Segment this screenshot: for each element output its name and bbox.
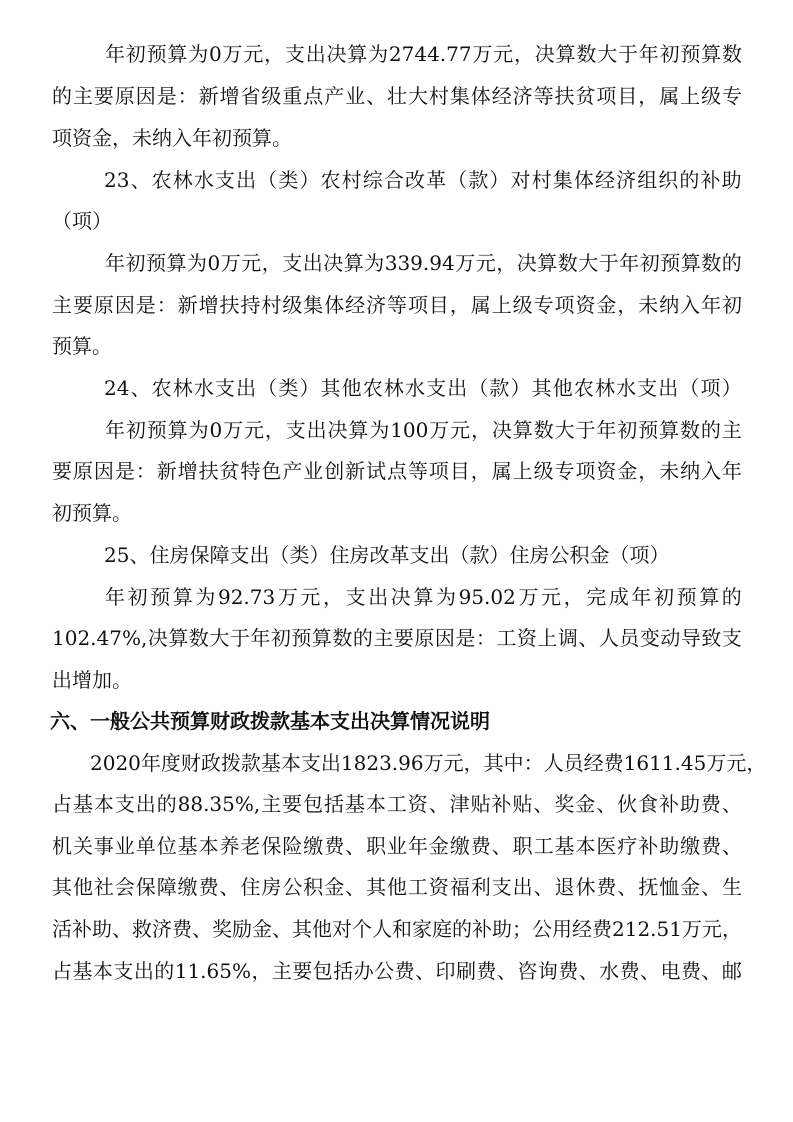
section-heading: 六、一般公共预算财政拨款基本支出决算情况说明 xyxy=(50,709,490,733)
text-line: 机 关 事 业 单 位 基 本 养 老 保 险 缴 费 、 职 业 年 金 缴 费 、 职 工 基 本 医 疗 补 助 缴 费 、 xyxy=(52,834,742,858)
text-line: 占 基 本 支 出 的 88.35%, 主 要 包 括 基 本 工 资 、 津 贴 补 贴 、 奖 金 、 伙 食 补 助 费 、 xyxy=(52,792,742,816)
text-line: 其 他 社 会 保 障 缴 费 、 住 房 公 积 金 、 其 他 工 资 福 利 支 出 、 退 休 费 、 抚 恤 金 、 生 xyxy=(52,875,742,899)
text-line: 24 、 农 林 水 支 出 （ 类 ） 其 他 农 林 水 支 出 （ 款 ） 其 他 农 林 水 支 出 （ 项 ） xyxy=(104,376,742,400)
text-line: 占 基 本 支 出 的 11.65% ， 主 要 包 括 办 公 费 、 印 刷 费 、 咨 询 费 、 水 费 、 电 费 、 邮 xyxy=(52,959,742,983)
text-line: 年 初 预 算 为 0 万 元 ， 支 出 决 算 为 100 万 元 ， 决 算 数 大 于 年 初 预 算 数 的 主 xyxy=(105,418,742,442)
text-line: 要 原 因 是 ： 新 增 扶 贫 特 色 产 业 创 新 试 点 等 项 目 ， 属 上 级 专 项 资 金 ， 未 纳 入 年 xyxy=(52,459,742,483)
text-line: 2020 年 度 财 政 拨 款 基 本 支 出 1823.96 万 元 ， 其 中 ： 人 员 经 费 1611.45 万 元 ， xyxy=(90,751,767,775)
text-line: 主 要 原 因 是 ： 新 增 扶 持 村 级 集 体 经 济 等 项 目 ， 属 上 级 专 项 资 金 ， 未 纳 入 年 初 xyxy=(52,293,742,317)
text-line: 年 初 预 算 为 0 万 元 ， 支 出 决 算 为 2744.77 万 元 ， 决 算 数 大 于 年 初 预 算 数 xyxy=(105,42,742,66)
text-line: 23 、 农 林 水 支 出 （ 类 ） 农 村 综 合 改 革 （ 款 ） 对 村 集 体 经 济 组 织 的 补 助 xyxy=(104,168,742,192)
text-line: 102.47%, 决 算 数 大 于 年 初 预 算 数 的 主 要 原 因 是 ： 工 资 上 调 、 人 员 变 动 导 致 支 xyxy=(52,626,742,650)
text-line: 活 补 助 、 救 济 费 、 奖 励 金 、 其 他 对 个 人 和 家 庭 的 补 助 ； 公 用 经 费 212.51 万 元 ， xyxy=(52,917,742,941)
text-line: 的 主 要 原 因 是 ： 新 增 省 级 重 点 产 业 、 壮 大 村 集 体 经 济 等 扶 贫 项 目 ， 属 上 级 专 xyxy=(52,84,742,108)
text-line: 出增加。 xyxy=(52,668,132,692)
text-line: 预算。 xyxy=(52,334,112,358)
text-line: 25、住房保障支出（类）住房改革支出（款）住房公积金（项） xyxy=(104,543,670,567)
text-line: 年 初 预 算 为 92.73 万 元 ， 支 出 决 算 为 95.02 万 元 ， 完 成 年 初 预 算 的 xyxy=(105,585,742,609)
text-line: 初预算。 xyxy=(52,501,132,525)
text-line: 项资金，未纳入年初预算。 xyxy=(52,126,292,150)
text-line: 年 初 预 算 为 0 万 元 ， 支 出 决 算 为 339.94 万 元 ， 决 算 数 大 于 年 初 预 算 数 的 xyxy=(105,251,742,275)
text-line: （项） xyxy=(52,209,112,233)
